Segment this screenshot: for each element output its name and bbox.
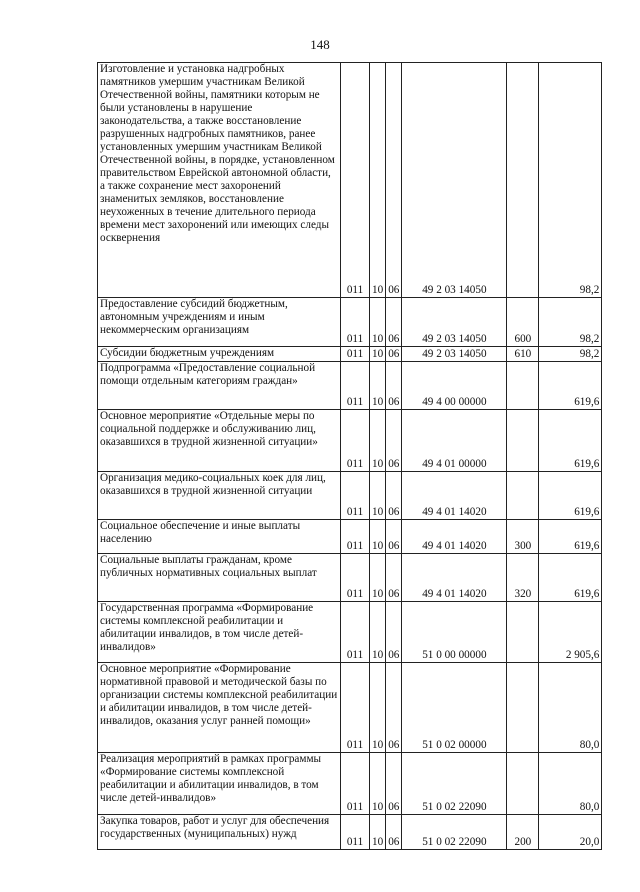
- row-code: 011: [341, 63, 370, 298]
- row-code: 011: [341, 410, 370, 472]
- table-row: [98, 815, 602, 850]
- row-subsection: 06: [386, 362, 402, 410]
- row-subsection: 06: [386, 63, 402, 298]
- row-expense-type: [507, 362, 539, 410]
- row-code: 011: [341, 472, 370, 520]
- row-sum: 619,6: [539, 554, 602, 602]
- row-subsection: 06: [386, 347, 402, 362]
- row-sum: 619,6: [539, 410, 602, 472]
- row-code: 011: [341, 554, 370, 602]
- table-row: [98, 410, 602, 472]
- row-name: Предоставление субсидий бюджетным, автономным учреждениям и иным некоммерческим организациям: [98, 298, 341, 347]
- row-name: Реализация мероприятий в рамках программы «Формирование системы комплексной реабилитации и абилитации инвалидов, в том числе детей-инвалидов»: [98, 753, 341, 815]
- row-expense-type: 300: [507, 520, 539, 554]
- row-code: 011: [341, 347, 370, 362]
- row-section: 10: [370, 410, 386, 472]
- row-section: 10: [370, 63, 386, 298]
- row-target-article: 49 2 03 14050: [402, 298, 507, 347]
- table-row: [98, 520, 602, 554]
- row-code: 011: [341, 602, 370, 663]
- row-target-article: 51 0 02 22090: [402, 753, 507, 815]
- table-row: [98, 347, 602, 362]
- row-name: Социальные выплаты гражданам, кроме публичных нормативных социальных выплат: [98, 554, 341, 602]
- row-name: Социальное обеспечение и иные выплаты населению: [98, 520, 341, 554]
- table-row: [98, 663, 602, 753]
- row-target-article: 51 0 02 00000: [402, 663, 507, 753]
- row-target-article: 49 4 01 14020: [402, 520, 507, 554]
- row-expense-type: 610: [507, 347, 539, 362]
- table-row: [98, 554, 602, 602]
- row-subsection: 06: [386, 602, 402, 663]
- row-section: 10: [370, 554, 386, 602]
- row-name: Изготовление и установка надгробных памятников умершим участникам Великой Отечественной войны, памятники которым не были установлены в нарушение законодательства, а также восстановление разрушенных надгробных памятников, ранее установленных умершим участникам Великой Отечественной войны, в порядке, установленном правительством Еврейской автономной области, а также сохранение мест захоронений знаменитых земляков, восстановление неухоженных в течение длительного периода времени мест захоронений или имеющих следы осквернения: [98, 63, 341, 298]
- row-sum: 619,6: [539, 362, 602, 410]
- row-section: 10: [370, 362, 386, 410]
- table-row: [98, 63, 602, 298]
- row-section: 10: [370, 602, 386, 663]
- row-subsection: 06: [386, 554, 402, 602]
- table-row: [98, 298, 602, 347]
- row-target-article: 49 4 01 14020: [402, 554, 507, 602]
- row-section: 10: [370, 520, 386, 554]
- row-subsection: 06: [386, 815, 402, 850]
- row-expense-type: [507, 753, 539, 815]
- row-code: 011: [341, 815, 370, 850]
- row-name: Государственная программа «Формирование системы комплексной реабилитации и абилитации инвалидов, в том числе детей-инвалидов»: [98, 602, 341, 663]
- row-subsection: 06: [386, 472, 402, 520]
- row-code: 011: [341, 753, 370, 815]
- row-section: 10: [370, 472, 386, 520]
- row-subsection: 06: [386, 663, 402, 753]
- row-subsection: 06: [386, 753, 402, 815]
- row-sum: 80,0: [539, 753, 602, 815]
- row-target-article: 49 4 01 14020: [402, 472, 507, 520]
- row-target-article: 51 0 00 00000: [402, 602, 507, 663]
- row-section: 10: [370, 298, 386, 347]
- row-name: Субсидии бюджетным учреждениям: [98, 347, 341, 362]
- row-section: 10: [370, 347, 386, 362]
- row-target-article: 49 2 03 14050: [402, 63, 507, 298]
- row-name: Закупка товаров, работ и услуг для обеспечения государственных (муниципальных) нужд: [98, 815, 341, 850]
- row-sum: 98,2: [539, 298, 602, 347]
- row-name: Подпрограмма «Предоставление социальной помощи отдельным категориям граждан»: [98, 362, 341, 410]
- row-name: Основное мероприятие «Формирование нормативной правовой и методической базы по организации системы комплексной реабилитации и абилитации инвалидов, в том числе детей-инвалидов, оказания услуг ранней помощи»: [98, 663, 341, 753]
- row-sum: 20,0: [539, 815, 602, 850]
- row-expense-type: [507, 472, 539, 520]
- row-sum: 619,6: [539, 472, 602, 520]
- row-target-article: 49 4 00 00000: [402, 362, 507, 410]
- page-number: 148: [310, 37, 330, 52]
- row-target-article: 49 4 01 00000: [402, 410, 507, 472]
- row-expense-type: [507, 602, 539, 663]
- table-row: [98, 753, 602, 815]
- row-subsection: 06: [386, 298, 402, 347]
- row-expense-type: 200: [507, 815, 539, 850]
- row-sum: 98,2: [539, 347, 602, 362]
- row-sum: 98,2: [539, 63, 602, 298]
- row-subsection: 06: [386, 410, 402, 472]
- row-target-article: 51 0 02 22090: [402, 815, 507, 850]
- row-target-article: 49 2 03 14050: [402, 347, 507, 362]
- row-expense-type: [507, 410, 539, 472]
- row-subsection: 06: [386, 520, 402, 554]
- row-sum: 80,0: [539, 663, 602, 753]
- row-code: 011: [341, 520, 370, 554]
- budget-table: [97, 62, 602, 850]
- row-expense-type: [507, 663, 539, 753]
- row-expense-type: [507, 63, 539, 298]
- table-row: [98, 472, 602, 520]
- row-code: 011: [341, 362, 370, 410]
- row-section: 10: [370, 815, 386, 850]
- table-row: [98, 362, 602, 410]
- row-expense-type: 320: [507, 554, 539, 602]
- row-sum: 619,6: [539, 520, 602, 554]
- row-code: 011: [341, 663, 370, 753]
- row-section: 10: [370, 753, 386, 815]
- table-row: [98, 602, 602, 663]
- row-name: Организация медико-социальных коек для лиц, оказавшихся в трудной жизненной ситуации: [98, 472, 341, 520]
- row-sum: 2 905,6: [539, 602, 602, 663]
- row-code: 011: [341, 298, 370, 347]
- row-name: Основное мероприятие «Отдельные меры по социальной поддержке и обслуживанию лиц, оказавшихся в трудной жизненной ситуации»: [98, 410, 341, 472]
- row-section: 10: [370, 663, 386, 753]
- row-expense-type: 600: [507, 298, 539, 347]
